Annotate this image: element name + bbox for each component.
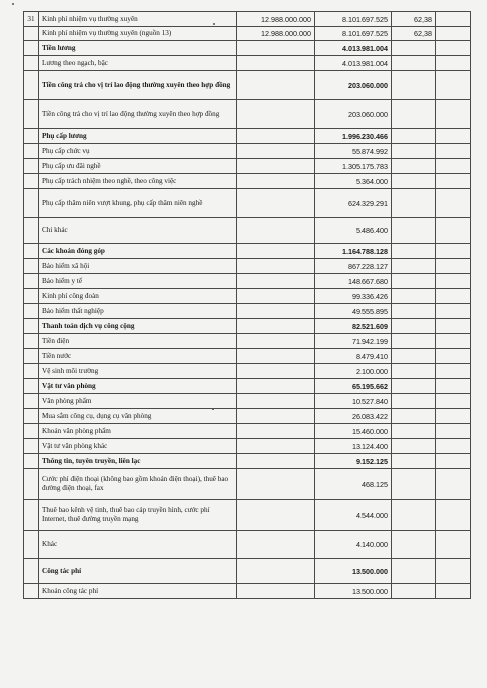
table-row <box>24 500 471 531</box>
row-number-cell <box>24 56 39 71</box>
percent-cell <box>392 274 436 289</box>
spent-amount-cell: 4.013.981.004 <box>315 41 392 56</box>
allocated-amount-cell: 12.988.000.000 <box>237 12 315 27</box>
percent-cell <box>392 71 436 100</box>
item-name-cell: Vật tư văn phòng <box>39 379 237 394</box>
spent-amount-cell: 49.555.895 <box>315 304 392 319</box>
spent-amount-cell: 2.100.000 <box>315 364 392 379</box>
item-name-cell: Phụ cấp trách nhiệm theo nghề, theo công việc <box>39 174 237 189</box>
percent-cell <box>392 56 436 71</box>
table-row <box>24 129 471 144</box>
table-row <box>24 379 471 394</box>
row-number-cell <box>24 244 39 259</box>
spent-amount-cell: 13.500.000 <box>315 559 392 584</box>
empty-cell <box>436 584 471 599</box>
empty-cell <box>436 174 471 189</box>
allocated-amount-cell <box>237 364 315 379</box>
item-name-cell: Phụ cấp ưu đãi nghề <box>39 159 237 174</box>
empty-cell <box>436 41 471 56</box>
row-number-cell <box>24 27 39 41</box>
allocated-amount-cell <box>237 500 315 531</box>
allocated-amount-cell <box>237 349 315 364</box>
allocated-amount-cell <box>237 559 315 584</box>
spent-amount-cell: 867.228.127 <box>315 259 392 274</box>
percent-cell <box>392 304 436 319</box>
table-row <box>24 319 471 334</box>
empty-cell <box>436 144 471 159</box>
allocated-amount-cell <box>237 379 315 394</box>
allocated-amount-cell <box>237 71 315 100</box>
spent-amount-cell: 4.013.981.004 <box>315 56 392 71</box>
spent-amount-cell: 1.996.230.466 <box>315 129 392 144</box>
item-name-cell: Tiền công trả cho vị trí lao động thường xuyên theo hợp đồng <box>39 100 237 129</box>
item-name-cell: Khoán văn phòng phẩm <box>39 424 237 439</box>
spent-amount-cell: 8.101.697.525 <box>315 12 392 27</box>
empty-cell <box>436 27 471 41</box>
item-name-cell: Phụ cấp thâm niên vượt khung, phụ cấp thâm niên nghề <box>39 189 237 218</box>
percent-cell <box>392 394 436 409</box>
empty-cell <box>436 469 471 500</box>
row-number-cell: 31 <box>24 12 39 27</box>
table-row <box>24 394 471 409</box>
item-name-cell: Vật tư văn phòng khác <box>39 439 237 454</box>
spent-amount-cell: 8.101.697.525 <box>315 27 392 41</box>
empty-cell <box>436 218 471 244</box>
percent-cell <box>392 334 436 349</box>
percent-cell <box>392 531 436 559</box>
item-name-cell: Vệ sinh môi trường <box>39 364 237 379</box>
allocated-amount-cell <box>237 174 315 189</box>
row-number-cell <box>24 289 39 304</box>
table-row <box>24 439 471 454</box>
percent-cell <box>392 454 436 469</box>
spent-amount-cell: 148.667.680 <box>315 274 392 289</box>
spent-amount-cell: 5.486.400 <box>315 218 392 244</box>
spent-amount-cell: 55.874.992 <box>315 144 392 159</box>
table-row <box>24 559 471 584</box>
percent-cell <box>392 218 436 244</box>
row-number-cell <box>24 454 39 469</box>
row-number-cell <box>24 319 39 334</box>
table-row <box>24 454 471 469</box>
table-row <box>24 41 471 56</box>
percent-cell <box>392 424 436 439</box>
spent-amount-cell: 65.195.662 <box>315 379 392 394</box>
spent-amount-cell: 99.336.426 <box>315 289 392 304</box>
scan-speck <box>12 3 14 5</box>
empty-cell <box>436 274 471 289</box>
row-number-cell <box>24 559 39 584</box>
table-row <box>24 349 471 364</box>
allocated-amount-cell <box>237 304 315 319</box>
percent-cell <box>392 259 436 274</box>
percent-cell <box>392 244 436 259</box>
row-number-cell <box>24 469 39 500</box>
empty-cell <box>436 531 471 559</box>
row-number-cell <box>24 584 39 599</box>
percent-cell: 62,38 <box>392 27 436 41</box>
item-name-cell: Khoán công tác phí <box>39 584 237 599</box>
empty-cell <box>436 12 471 27</box>
empty-cell <box>436 349 471 364</box>
allocated-amount-cell <box>237 531 315 559</box>
allocated-amount-cell <box>237 334 315 349</box>
item-name-cell: Thanh toán dịch vụ công cộng <box>39 319 237 334</box>
allocated-amount-cell <box>237 454 315 469</box>
table-row <box>24 424 471 439</box>
row-number-cell <box>24 379 39 394</box>
spent-amount-cell: 203.060.000 <box>315 100 392 129</box>
percent-cell <box>392 100 436 129</box>
table-row <box>24 244 471 259</box>
percent-cell <box>392 559 436 584</box>
percent-cell <box>392 159 436 174</box>
percent-cell <box>392 349 436 364</box>
row-number-cell <box>24 174 39 189</box>
empty-cell <box>436 189 471 218</box>
item-name-cell: Tiền lương <box>39 41 237 56</box>
table-row <box>24 469 471 500</box>
row-number-cell <box>24 500 39 531</box>
allocated-amount-cell <box>237 144 315 159</box>
percent-cell <box>392 439 436 454</box>
spent-amount-cell: 203.060.000 <box>315 71 392 100</box>
percent-cell <box>392 364 436 379</box>
item-name-cell: Mua sắm công cụ, dụng cụ văn phòng <box>39 409 237 424</box>
row-number-cell <box>24 439 39 454</box>
table-row <box>24 56 471 71</box>
table-row <box>24 409 471 424</box>
item-name-cell: Thuê bao kênh vệ tinh, thuê bao cáp truyền hình, cước phí Internet, thuê đường truyền mạng <box>39 500 237 531</box>
item-name-cell: Các khoản đóng góp <box>39 244 237 259</box>
empty-cell <box>436 364 471 379</box>
empty-cell <box>436 159 471 174</box>
spent-amount-cell: 26.083.422 <box>315 409 392 424</box>
empty-cell <box>436 71 471 100</box>
table-row <box>24 218 471 244</box>
allocated-amount-cell <box>237 259 315 274</box>
empty-cell <box>436 500 471 531</box>
spent-amount-cell: 4.544.000 <box>315 500 392 531</box>
budget-table-body <box>24 12 471 599</box>
spent-amount-cell: 82.521.609 <box>315 319 392 334</box>
spent-amount-cell: 15.460.000 <box>315 424 392 439</box>
percent-cell <box>392 289 436 304</box>
percent-cell <box>392 379 436 394</box>
item-name-cell: Kinh phí nhiệm vụ thường xuyên <box>39 12 237 27</box>
percent-cell <box>392 469 436 500</box>
table-row <box>24 27 471 41</box>
budget-table <box>23 11 471 599</box>
empty-cell <box>436 559 471 584</box>
row-number-cell <box>24 129 39 144</box>
allocated-amount-cell: 12.988.000.000 <box>237 27 315 41</box>
table-row <box>24 334 471 349</box>
empty-cell <box>436 424 471 439</box>
empty-cell <box>436 439 471 454</box>
allocated-amount-cell <box>237 394 315 409</box>
spent-amount-cell: 4.140.000 <box>315 531 392 559</box>
table-row <box>24 100 471 129</box>
row-number-cell <box>24 259 39 274</box>
row-number-cell <box>24 274 39 289</box>
row-number-cell <box>24 409 39 424</box>
table-row <box>24 189 471 218</box>
spent-amount-cell: 5.364.000 <box>315 174 392 189</box>
spent-amount-cell: 468.125 <box>315 469 392 500</box>
percent-cell <box>392 584 436 599</box>
item-name-cell: Bảo hiểm xã hội <box>39 259 237 274</box>
table-row <box>24 259 471 274</box>
allocated-amount-cell <box>237 41 315 56</box>
item-name-cell: Kinh phí công đoàn <box>39 289 237 304</box>
allocated-amount-cell <box>237 439 315 454</box>
row-number-cell <box>24 334 39 349</box>
spent-amount-cell: 9.152.125 <box>315 454 392 469</box>
item-name-cell: Bảo hiểm y tế <box>39 274 237 289</box>
percent-cell: 62,38 <box>392 12 436 27</box>
row-number-cell <box>24 349 39 364</box>
item-name-cell: Chi khác <box>39 218 237 244</box>
allocated-amount-cell <box>237 319 315 334</box>
allocated-amount-cell <box>237 289 315 304</box>
percent-cell <box>392 129 436 144</box>
allocated-amount-cell <box>237 244 315 259</box>
table-row <box>24 304 471 319</box>
table-row <box>24 12 471 27</box>
percent-cell <box>392 144 436 159</box>
row-number-cell <box>24 159 39 174</box>
row-number-cell <box>24 531 39 559</box>
row-number-cell <box>24 394 39 409</box>
item-name-cell: Khác <box>39 531 237 559</box>
empty-cell <box>436 100 471 129</box>
row-number-cell <box>24 41 39 56</box>
item-name-cell: Tiền nước <box>39 349 237 364</box>
spent-amount-cell: 8.479.410 <box>315 349 392 364</box>
row-number-cell <box>24 189 39 218</box>
percent-cell <box>392 189 436 218</box>
table-row <box>24 289 471 304</box>
allocated-amount-cell <box>237 424 315 439</box>
item-name-cell: Lương theo ngạch, bậc <box>39 56 237 71</box>
row-number-cell <box>24 71 39 100</box>
row-number-cell <box>24 218 39 244</box>
spent-amount-cell: 1.164.788.128 <box>315 244 392 259</box>
table-row <box>24 274 471 289</box>
item-name-cell: Phụ cấp lương <box>39 129 237 144</box>
spent-amount-cell: 13.500.000 <box>315 584 392 599</box>
allocated-amount-cell <box>237 274 315 289</box>
empty-cell <box>436 454 471 469</box>
spent-amount-cell: 71.942.199 <box>315 334 392 349</box>
empty-cell <box>436 259 471 274</box>
percent-cell <box>392 41 436 56</box>
allocated-amount-cell <box>237 584 315 599</box>
percent-cell <box>392 500 436 531</box>
table-row <box>24 364 471 379</box>
allocated-amount-cell <box>237 469 315 500</box>
table-row <box>24 174 471 189</box>
table-row <box>24 71 471 100</box>
empty-cell <box>436 244 471 259</box>
scan-speck <box>213 23 215 25</box>
percent-cell <box>392 174 436 189</box>
row-number-cell <box>24 100 39 129</box>
allocated-amount-cell <box>237 56 315 71</box>
item-name-cell: Bảo hiểm thất nghiệp <box>39 304 237 319</box>
allocated-amount-cell <box>237 218 315 244</box>
allocated-amount-cell <box>237 159 315 174</box>
table-row <box>24 531 471 559</box>
percent-cell <box>392 319 436 334</box>
empty-cell <box>436 334 471 349</box>
item-name-cell: Tiền điện <box>39 334 237 349</box>
allocated-amount-cell <box>237 409 315 424</box>
item-name-cell: Thông tin, tuyên truyền, liên lạc <box>39 454 237 469</box>
empty-cell <box>436 379 471 394</box>
item-name-cell: Kinh phí nhiệm vụ thường xuyên (nguồn 13) <box>39 27 237 41</box>
table-row <box>24 144 471 159</box>
row-number-cell <box>24 144 39 159</box>
item-name-cell: Phụ cấp chức vụ <box>39 144 237 159</box>
empty-cell <box>436 394 471 409</box>
empty-cell <box>436 129 471 144</box>
row-number-cell <box>24 304 39 319</box>
table-row <box>24 159 471 174</box>
row-number-cell <box>24 424 39 439</box>
table-row <box>24 584 471 599</box>
item-name-cell: Công tác phí <box>39 559 237 584</box>
empty-cell <box>436 409 471 424</box>
empty-cell <box>436 304 471 319</box>
spent-amount-cell: 624.329.291 <box>315 189 392 218</box>
item-name-cell: Tiền công trả cho vị trí lao động thường xuyên theo hợp đồng <box>39 71 237 100</box>
empty-cell <box>436 56 471 71</box>
percent-cell <box>392 409 436 424</box>
item-name-cell: Văn phòng phẩm <box>39 394 237 409</box>
allocated-amount-cell <box>237 100 315 129</box>
empty-cell <box>436 289 471 304</box>
empty-cell <box>436 319 471 334</box>
spent-amount-cell: 13.124.400 <box>315 439 392 454</box>
spent-amount-cell: 10.527.840 <box>315 394 392 409</box>
scan-speck <box>212 408 214 410</box>
item-name-cell: Cước phí điện thoại (không bao gồm khoán điện thoại), thuê bao đường điện thoại, fax <box>39 469 237 500</box>
allocated-amount-cell <box>237 189 315 218</box>
spent-amount-cell: 1.305.175.783 <box>315 159 392 174</box>
row-number-cell <box>24 364 39 379</box>
allocated-amount-cell <box>237 129 315 144</box>
